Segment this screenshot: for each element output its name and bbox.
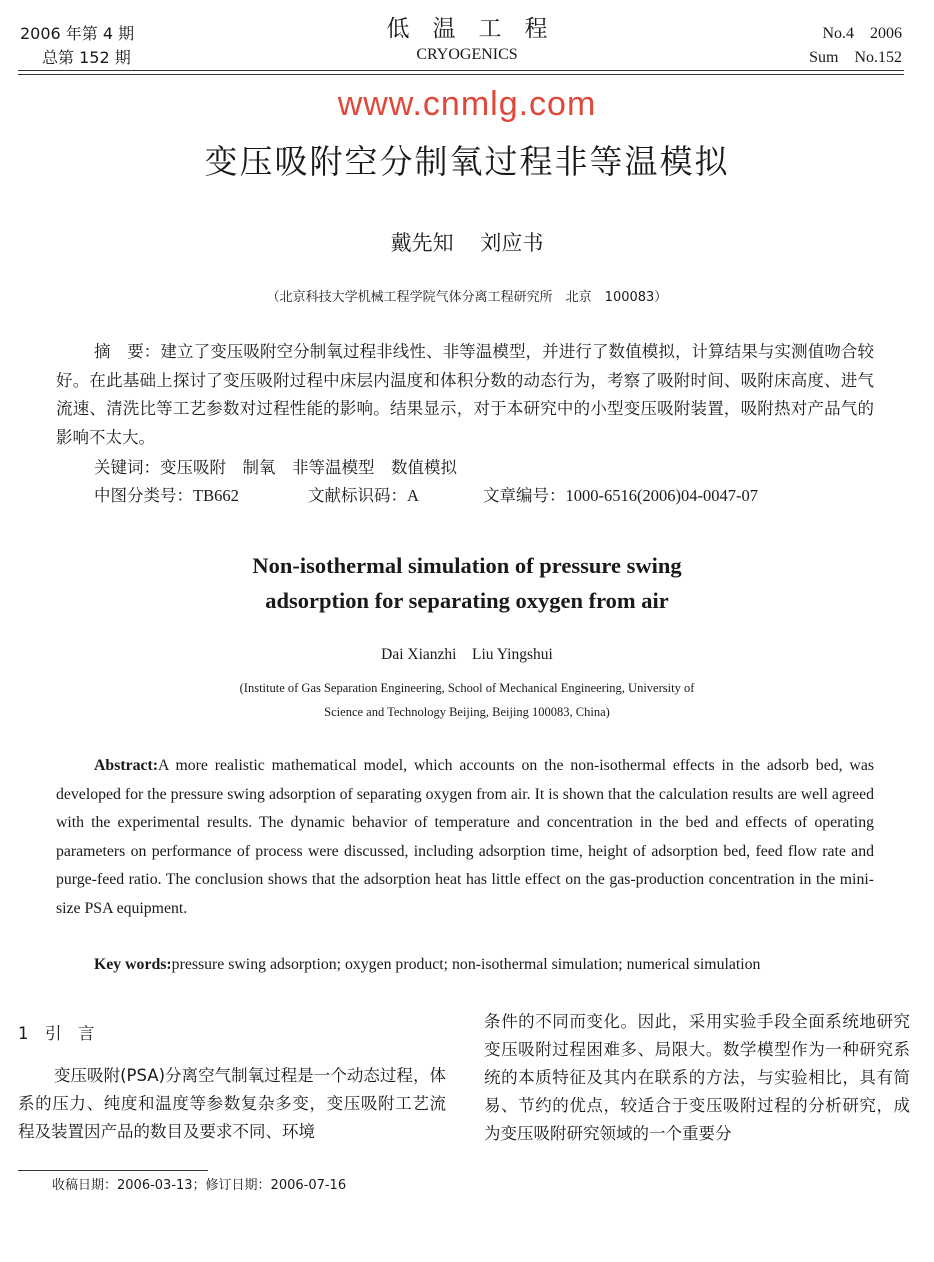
affiliation-en-line: Science and Technology Beijing, Beijing 100083, China) xyxy=(324,705,610,719)
body-column-right: 条件的不同而变化。因此，采用实验手段全面系统地研究变压吸附过程困难多、局限大。数学模型作为一种研究系统的本质特征及其内在联系的方法，与实验相比，具有简易、节约的优点，较适合于变压吸附过程的分析研究，成为变压吸附研究领域的一个重要分 xyxy=(484,1011,910,1143)
watermark: www.cnmlg.com xyxy=(337,85,597,123)
keywords-en xyxy=(56,951,874,980)
header-rule-top xyxy=(18,70,904,71)
doc-code-value: A xyxy=(407,486,419,505)
issue-number-en: No.4 2006 xyxy=(822,25,902,42)
keywords-en-label: Key words: xyxy=(94,956,172,973)
affiliation-en xyxy=(150,676,784,724)
clc-label: 中图分类号： xyxy=(94,486,193,505)
affiliation-cn: （北京科技大学机械工程学院气体分离工程研究所 北京 100083） xyxy=(266,290,668,305)
author-cn: 戴先知 xyxy=(390,231,454,255)
article-body xyxy=(0,84,934,1195)
footnote-rule xyxy=(18,1170,208,1171)
article-number-value: 1000-6516(2006)04-0047-07 xyxy=(565,486,758,505)
footnote-dates: 收稿日期：2006-03-13；修订日期：2006-07-16 xyxy=(52,1177,347,1193)
left-column xyxy=(18,1008,446,1148)
abstract-en-text: A more realistic mathematical model, which accounts on the non-isothermal effects in the adsorb bed, was developed for the pressure swing adsorption of separating oxygen from air. It is shown that the calculation results are well agreed with the experimental results. The dynamic behavior of temperature and concentration in the bed and effects of operating parameters on performance of process were discussed, including adsorption time, height of adsorption bed, feed flow rate and purge-feed ratio. The conclusion shows that the adsorption heat has little effect on the gas-production concentration in the mini-size PSA equipment. xyxy=(56,757,874,917)
article-number-label: 文章编号： xyxy=(483,486,566,505)
issue-info-right xyxy=(809,22,902,70)
keywords-cn-text: 变压吸附 制氧 非等温模型 数值模拟 xyxy=(160,458,457,477)
title-en xyxy=(0,548,934,618)
doc-code-label: 文献标识码： xyxy=(308,486,407,505)
authors-en: Dai Xianzhi Liu Yingshui xyxy=(381,646,553,663)
total-issue-number-en: Sum No.152 xyxy=(809,49,902,66)
keywords-en-text: pressure swing adsorption; oxygen product; non-isothermal simulation; numerical simulation xyxy=(171,956,761,973)
abstract-cn xyxy=(56,338,874,452)
section-heading: 1 引 言 xyxy=(18,1023,95,1043)
title-cn: 变压吸附空分制氧过程非等温模拟 xyxy=(204,142,730,181)
header-rule-bottom xyxy=(18,74,904,75)
title-en-line: adsorption for separating oxygen from air xyxy=(265,588,669,613)
body-columns xyxy=(18,1008,910,1148)
journal-name-cn: 低 温 工 程 xyxy=(386,16,548,42)
clc-value: TB662 xyxy=(193,486,239,505)
keywords-cn-label: 关键词： xyxy=(94,458,160,477)
abstract-en xyxy=(56,752,874,923)
title-en-line: Non-isothermal simulation of pressure swing xyxy=(252,553,682,578)
journal-header xyxy=(250,14,684,66)
keywords-cn xyxy=(94,454,934,482)
issue-number: 2006 年第 4 期 xyxy=(20,24,135,43)
total-issue-number: 总第 152 期 xyxy=(42,48,131,67)
author-cn: 刘应书 xyxy=(480,231,544,255)
right-column xyxy=(484,1008,910,1148)
classification-row xyxy=(94,482,904,510)
journal-name-en: CRYOGENICS xyxy=(416,46,518,63)
abstract-cn-text: 建立了变压吸附空分制氧过程非线性、非等温模型，并进行了数值模拟，计算结果与实测值吻合较好。在此基础上探讨了变压吸附过程中床层内温度和体积分数的动态行为，考察了吸附时间、吸附床高度、进气流速、清洗比等工艺参数对过程性能的影响。结果显示，对于本研究中的小型变压吸附装置，吸附热对产品气的影响不太大。 xyxy=(56,342,875,447)
abstract-cn-label: 摘 要： xyxy=(94,342,161,361)
abstract-en-label: Abstract: xyxy=(94,757,159,774)
body-column-left: 变压吸附(PSA)分离空气制氧过程是一个动态过程，体系的压力、纯度和温度等参数复杂多变，变压吸附工艺流程及装置因产品的数目及要求不同、环境 xyxy=(18,1065,446,1141)
affiliation-en-line: (Institute of Gas Separation Engineering, School of Mechanical Engineering, University of xyxy=(239,681,695,695)
issue-info-left xyxy=(20,22,134,70)
authors-cn xyxy=(0,228,934,258)
